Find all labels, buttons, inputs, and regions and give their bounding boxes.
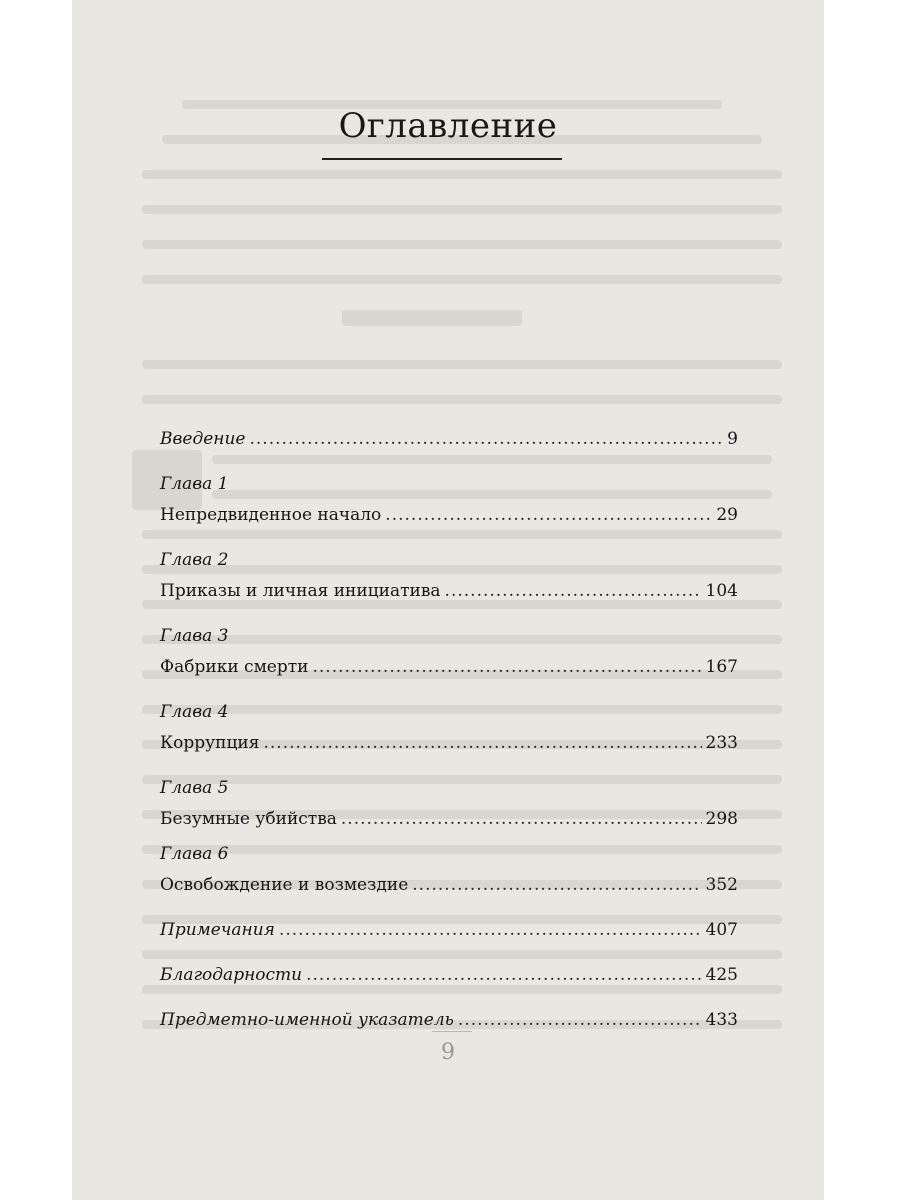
dot-leader [312,656,701,678]
toc-entry-page: 9 [727,429,738,449]
chapter-heading-1: Глава 1 [160,474,229,494]
table-of-contents [160,428,738,1031]
toc-entry-index[interactable] [160,1009,738,1031]
toc-entry-label: Освобождение и возмездие [160,875,409,895]
dot-leader [341,808,702,830]
toc-entry-chapter-3[interactable] [160,656,738,678]
toc-entry-page: 29 [716,505,738,525]
toc-entry-page: 104 [705,581,738,601]
page-number: 9 [441,1040,455,1065]
dot-leader [385,504,712,526]
toc-entry-label: Коррупция [160,733,260,753]
dot-leader [263,732,701,754]
title-underline [322,158,562,160]
toc-entry-page: 298 [705,809,738,829]
toc-entry-page: 433 [705,1010,738,1030]
toc-entry-introduction[interactable] [160,428,738,450]
chapter-heading-4: Глава 4 [160,702,229,722]
dot-leader [306,964,701,986]
toc-entry-label: Безумные убийства [160,809,337,829]
toc-entry-page: 167 [705,657,738,677]
toc-entry-chapter-4[interactable] [160,732,738,754]
toc-entry-label: Примечания [160,920,275,940]
toc-entry-label: Непредвиденное начало [160,505,382,525]
dot-leader [412,874,701,896]
toc-entry-acknowledgements[interactable] [160,964,738,986]
toc-entry-label: Фабрики смерти [160,657,309,677]
page-title: Оглавление [338,106,558,146]
dot-leader [279,919,702,941]
dot-leader [458,1009,702,1031]
toc-entry-notes[interactable] [160,919,738,941]
toc-entry-page: 407 [705,920,738,940]
toc-entry-label: Благодарности [160,965,303,985]
toc-entry-chapter-1[interactable] [160,504,738,526]
dot-leader [445,580,702,602]
toc-entry-page: 352 [705,875,738,895]
toc-entry-chapter-6[interactable] [160,874,738,896]
dot-leader [250,428,724,450]
chapter-heading-3: Глава 3 [160,626,229,646]
chapter-heading-5: Глава 5 [160,778,229,798]
toc-entry-page: 425 [705,965,738,985]
toc-entry-page: 233 [705,733,738,753]
toc-entry-label: Введение [160,429,246,449]
chapter-heading-2: Глава 2 [160,550,229,570]
toc-entry-label: Предметно-именной указатель [160,1010,454,1030]
folio-rule [432,1031,472,1032]
toc-entry-chapter-2[interactable] [160,580,738,602]
book-page [72,0,824,1200]
toc-entry-label: Приказы и личная инициатива [160,581,441,601]
chapter-heading-6: Глава 6 [160,844,229,864]
toc-entry-chapter-5[interactable] [160,808,738,830]
